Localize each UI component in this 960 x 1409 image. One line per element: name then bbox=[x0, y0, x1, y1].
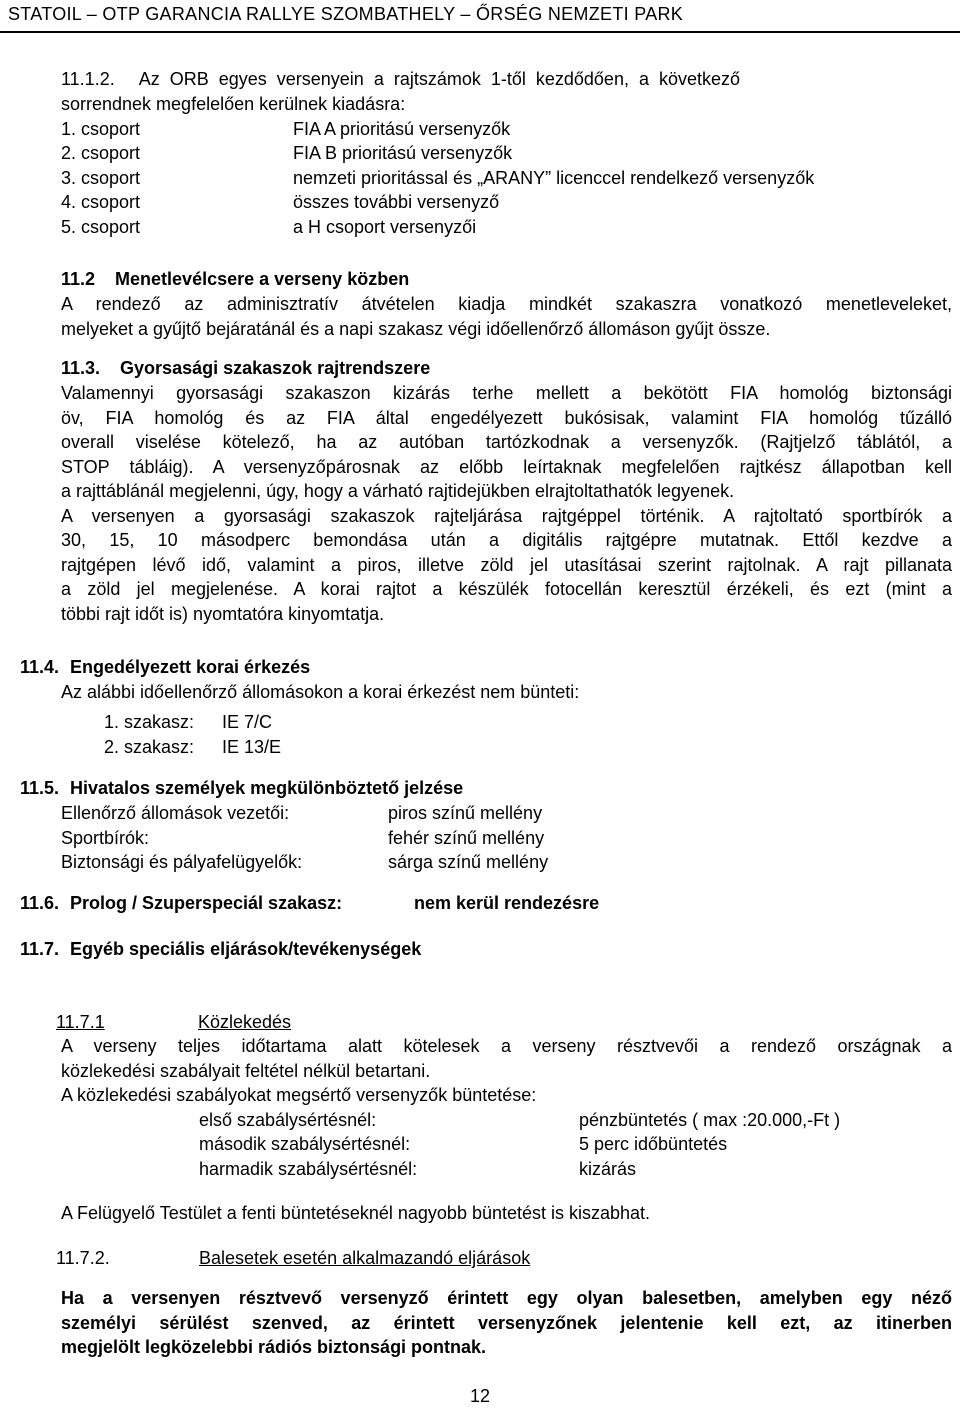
section-11-7-1-body bbox=[61, 1034, 952, 1108]
paragraph-line: A versenyen a gyorsasági szakaszok rajteljárása rajtgéppel történik. A rajtoltató sportbírók a bbox=[61, 505, 952, 526]
section-title-11-6: Prolog / Szuperspeciál szakasz: bbox=[70, 893, 343, 913]
stage-label: 2. szakasz: bbox=[104, 737, 195, 757]
penalty: pénzbüntetés ( max :20.000,-Ft ) bbox=[579, 1110, 841, 1130]
official-mark: sárga színű mellény bbox=[388, 852, 549, 872]
group-label: 5. csoport bbox=[61, 217, 141, 237]
header-rule bbox=[0, 31, 960, 33]
section-number-11-5: 11.5. bbox=[20, 778, 60, 798]
paragraph-line: megjelölt legközelebbi rádiós biztonsági pontnak. bbox=[61, 1337, 487, 1357]
group-desc: összes további versenyző bbox=[293, 192, 500, 212]
official-role: Ellenőrző állomások vezetői: bbox=[61, 803, 290, 823]
section-11-2-body bbox=[61, 292, 952, 341]
paragraph-line: Ha a versenyen résztvevő versenyző érintett egy olyan balesetben, amelyben egy néző bbox=[61, 1288, 952, 1308]
section-number-11-6: 11.6. bbox=[20, 893, 60, 913]
group-desc: FIA B prioritású versenyzők bbox=[293, 143, 513, 163]
group-label: 3. csoport bbox=[61, 168, 141, 188]
section-heading-11-3: 11.3. Gyorsasági szakaszok rajtrendszere bbox=[61, 358, 431, 378]
paragraph-line: 30, 15, 10 másodperc bemondása után a digitális rajtgépre mutatnak. Ettől kezdve a bbox=[61, 530, 952, 550]
paragraph-line: rajtgépen lévő idő, valamint a piros, illetve zöld jel utasításai szerint rajtolnak. A rajt pillanata bbox=[61, 554, 952, 575]
section-title-11-4: Engedélyezett korai érkezés bbox=[70, 657, 311, 677]
section-title-11-7: Egyéb speciális eljárások/tevékenységek bbox=[70, 939, 422, 959]
paragraph-line: öv, FIA homológ és az FIA által engedélyezett bukósisak, valamint FIA homológ tűzálló bbox=[61, 407, 952, 428]
paragraph-line: STOP tábláig). A versenyzőpárosnak az előbb leírtaknak megfelelően rajtkész állapotban kell bbox=[61, 456, 952, 477]
group-label: 1. csoport bbox=[61, 119, 141, 139]
official-role: Sportbírók: bbox=[61, 828, 150, 848]
paragraph-line: A rendező az adminisztratív átvételen kiadja mindkét szakaszra vonatkozó menetleveleket, bbox=[61, 294, 952, 314]
group-label: 4. csoport bbox=[61, 192, 141, 212]
group-desc: nemzeti prioritással és „ARANY” licenccel rendelkező versenyzők bbox=[293, 168, 815, 188]
page-number: 12 bbox=[469, 1386, 491, 1406]
group-desc: a H csoport versenyzői bbox=[293, 217, 477, 237]
paragraph-line: közlekedési szabályait feltétel nélkül betartani. bbox=[61, 1060, 431, 1081]
header-title: STATOIL – OTP GARANCIA RALLYE SZOMBATHELY – ŐRSÉG NEMZETI PARK bbox=[8, 4, 684, 24]
stage-value: IE 13/E bbox=[222, 737, 282, 757]
paragraph-line: A verseny teljes időtartama alatt kötelesek a verseny résztvevői a rendező országnak a bbox=[61, 1036, 952, 1056]
paragraph-line: A közlekedési szabályokat megsértő versenyzők büntetése: bbox=[61, 1085, 537, 1105]
paragraph-line: a zöld jel megjelenése. A korai rajtot a készülék fotocellán keresztül érzékeli, és ezt (mint a bbox=[61, 579, 952, 599]
paragraph-line: overall viselése kötelező, ha az autóban tartózkodnak a versenyzők. (Rajtjelző táblától, a bbox=[61, 432, 952, 452]
section-heading-11-2: 11.2 Menetlevélcsere a verseny közben bbox=[61, 269, 410, 289]
penalty: 5 perc időbüntetés bbox=[579, 1134, 728, 1154]
stage-value: IE 7/C bbox=[222, 712, 273, 732]
subsection-title-11-7-2: Balesetek esetén alkalmazandó eljárások bbox=[199, 1248, 531, 1268]
offense: második szabálysértésnél: bbox=[199, 1134, 411, 1154]
subsection-number: 11.7.1 bbox=[56, 1012, 105, 1032]
paragraph-line: többi rajt időt is) nyomtatóra kinyomtatja. bbox=[61, 603, 385, 624]
stage-label: 1. szakasz: bbox=[104, 712, 195, 732]
penalty: kizárás bbox=[579, 1159, 637, 1179]
paragraph-line: Valamennyi gyorsasági szakaszon kizárás terhe mellett a bekötött FIA homológ biztonsági bbox=[61, 383, 952, 403]
section-11-3-body bbox=[61, 381, 952, 626]
group-desc: FIA A prioritású versenyzők bbox=[293, 119, 511, 139]
section-11-7-2-body bbox=[61, 1286, 952, 1360]
official-mark: fehér színű mellény bbox=[388, 828, 545, 848]
paragraph-line: személyi sérülést szenved, az érintett versenyzőnek jelentenie kell ezt, az itinerben bbox=[61, 1312, 952, 1333]
subsection-heading-11-7-1 bbox=[56, 1010, 310, 1035]
section-11-4-intro: Az alábbi időellenőrző állomásokon a korai érkezést nem bünteti: bbox=[61, 682, 580, 702]
subsection-title: Közlekedés bbox=[198, 1012, 292, 1032]
group-label: 2. csoport bbox=[61, 143, 141, 163]
section-value-11-6: nem kerül rendezésre bbox=[414, 893, 600, 913]
paragraph-line: melyeket a gyűjtő bejáratánál és a napi szakasz végi időellenőrző állomáson gyűjt össze. bbox=[61, 318, 771, 339]
section-11-1-2 bbox=[61, 67, 952, 116]
running-header bbox=[0, 0, 960, 32]
section-number-11-7: 11.7. bbox=[20, 939, 60, 959]
subsection-number-11-7-2: 11.7.2. bbox=[56, 1248, 110, 1268]
section-11-7-1-note: A Felügyelő Testület a fenti büntetéseknél nagyobb büntetést is kiszabhat. bbox=[61, 1203, 651, 1223]
official-role: Biztonsági és pályafelügyelők: bbox=[61, 852, 303, 872]
official-mark: piros színű mellény bbox=[388, 803, 543, 823]
paragraph-line: sorrendnek megfelelően kerülnek kiadásra: bbox=[61, 93, 406, 114]
section-title-11-5: Hivatalos személyek megkülönböztető jelzése bbox=[70, 778, 464, 798]
offense: első szabálysértésnél: bbox=[199, 1110, 377, 1130]
paragraph-line: 11.1.2. Az ORB egyes versenyein a rajtszámok 1-től kezdődően, a következő bbox=[61, 69, 741, 89]
section-number-11-4: 11.4. bbox=[20, 657, 60, 677]
offense: harmadik szabálysértésnél: bbox=[199, 1159, 418, 1179]
paragraph-line: a rajttáblánál megjelenni, úgy, hogy a várható rajtidejükben elrajtoltathatók legyenek. bbox=[61, 481, 735, 501]
